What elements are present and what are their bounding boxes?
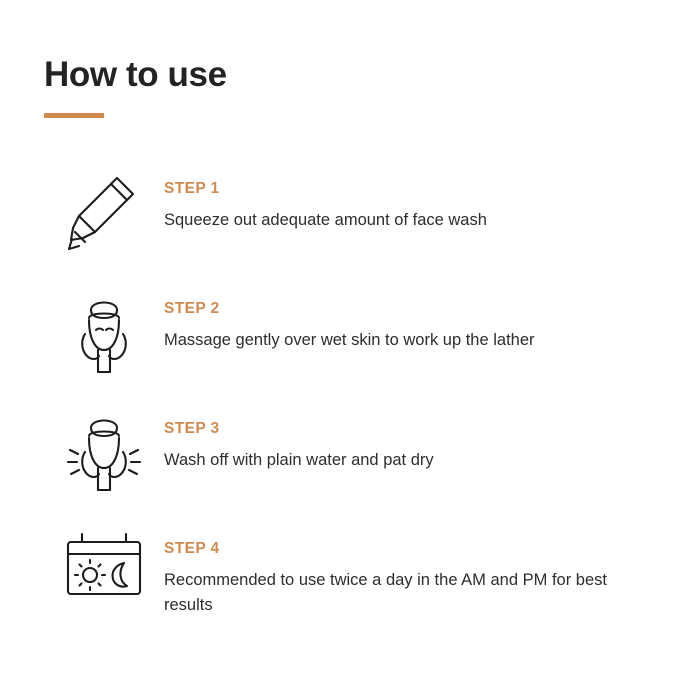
page-title: How to use: [44, 55, 227, 94]
step-text: Wash off with plain water and pat dry: [164, 450, 434, 469]
step-label: STEP 1: [164, 179, 220, 197]
list-item: [44, 526, 656, 632]
step-text: Massage gently over wet skin to work up the lather: [164, 330, 535, 349]
title-underline-rule: [44, 113, 104, 118]
step-body: [164, 526, 656, 619]
step-label: STEP 2: [164, 299, 220, 317]
sun-moon-calendar-icon: [44, 526, 164, 604]
step-label: STEP 3: [164, 419, 220, 437]
face-massage-icon: [44, 286, 164, 378]
step-text: Squeeze out adequate amount of face wash: [164, 210, 487, 229]
step-body: [164, 406, 656, 474]
steps-list: [44, 166, 656, 632]
step-body: [164, 166, 656, 234]
step-text: Recommended to use twice a day in the AM and PM for best results: [164, 570, 607, 615]
list-item: [44, 166, 656, 272]
step-body: [164, 286, 656, 354]
list-item: [44, 406, 656, 512]
step-label: STEP 4: [164, 539, 220, 557]
list-item: [44, 286, 656, 392]
face-rinse-icon: [44, 406, 164, 498]
tube-icon: [44, 166, 164, 252]
